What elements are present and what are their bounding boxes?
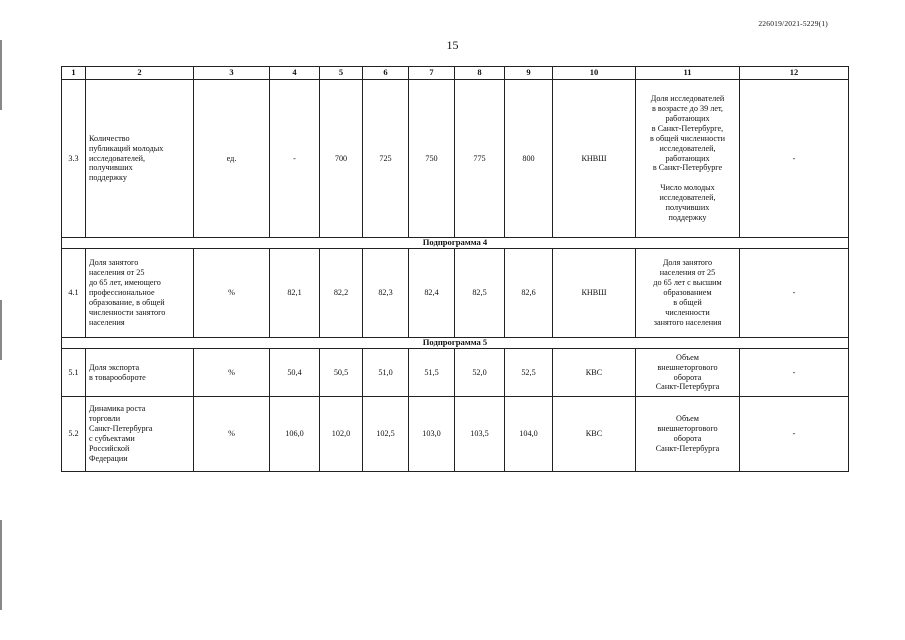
header-cell: 6 — [363, 67, 409, 80]
value-cell: 750 — [409, 80, 455, 238]
value-cell: 106,0 — [270, 397, 320, 472]
value-cell: 82,6 — [505, 249, 553, 338]
unit-cell: % — [194, 349, 270, 397]
value-cell: 103,0 — [409, 397, 455, 472]
unit-cell: % — [194, 249, 270, 338]
header-cell: 2 — [86, 67, 194, 80]
indicator-name: Динамика роста торговли Санкт-Петербурга с субъектами Российской Федерации — [86, 397, 194, 472]
table-body — [62, 67, 849, 472]
indicator-name: Доля экспорта в товарообороте — [86, 349, 194, 397]
table-row — [62, 397, 849, 472]
row-number: 5.1 — [62, 349, 86, 397]
value-cell: 102,0 — [320, 397, 363, 472]
subprogram-title: Подпрограмма 4 — [62, 238, 849, 249]
value-cell: 50,4 — [270, 349, 320, 397]
subprogram-row — [62, 338, 849, 349]
indicator-name: Доля занятого населения от 25 до 65 лет, имеющего профессиональное образование, в общей численности занятого населения — [86, 249, 194, 338]
header-cell: 3 — [194, 67, 270, 80]
value-cell: 51,5 — [409, 349, 455, 397]
responsible-cell: КВС — [553, 397, 636, 472]
value-cell: 700 — [320, 80, 363, 238]
value-cell: 82,4 — [409, 249, 455, 338]
header-cell: 9 — [505, 67, 553, 80]
unit-cell: % — [194, 397, 270, 472]
document-number: 226019/2021-5229(1) — [758, 19, 828, 28]
value-cell: 725 — [363, 80, 409, 238]
indicator-name: Количество публикаций молодых исследователей, получивших поддержку — [86, 80, 194, 238]
responsible-cell: КНВШ — [553, 80, 636, 238]
value-cell: 52,5 — [505, 349, 553, 397]
value-cell: 800 — [505, 80, 553, 238]
related-indicator-cell: Доля занятого населения от 25 до 65 лет с высшим образованием в общей численности занятого населения — [636, 249, 740, 338]
header-cell: 4 — [270, 67, 320, 80]
value-cell: 82,5 — [455, 249, 505, 338]
related-indicator-cell: Объем внешнеторгового оборота Санкт-Петербурга — [636, 349, 740, 397]
note-cell: - — [740, 80, 849, 238]
value-cell: 82,3 — [363, 249, 409, 338]
note-cell: - — [740, 349, 849, 397]
note-cell: - — [740, 249, 849, 338]
value-cell: 52,0 — [455, 349, 505, 397]
value-cell: 50,5 — [320, 349, 363, 397]
header-cell: 8 — [455, 67, 505, 80]
value-cell: 103,5 — [455, 397, 505, 472]
note-cell: - — [740, 397, 849, 472]
unit-cell: ед. — [194, 80, 270, 238]
value-cell: - — [270, 80, 320, 238]
scan-edge-mark — [0, 300, 2, 360]
header-cell: 10 — [553, 67, 636, 80]
table-row — [62, 80, 849, 238]
row-number: 4.1 — [62, 249, 86, 338]
value-cell: 82,2 — [320, 249, 363, 338]
header-cell: 5 — [320, 67, 363, 80]
value-cell: 775 — [455, 80, 505, 238]
scan-edge-mark — [0, 520, 2, 610]
row-number: 3.3 — [62, 80, 86, 238]
table-row — [62, 349, 849, 397]
responsible-cell: КВС — [553, 349, 636, 397]
responsible-cell: КНВШ — [553, 249, 636, 338]
subprogram-title: Подпрограмма 5 — [62, 338, 849, 349]
subprogram-row — [62, 238, 849, 249]
related-indicator-cell: Доля исследователей в возрасте до 39 лет, работающих в Санкт-Петербурге, в общей численности исследователей, работающих в Санкт-Петербурге Число молодых исследователей, получивших поддержку — [636, 80, 740, 238]
value-cell: 102,5 — [363, 397, 409, 472]
header-cell: 7 — [409, 67, 455, 80]
value-cell: 82,1 — [270, 249, 320, 338]
table-header-row — [62, 67, 849, 80]
related-indicator-cell: Объем внешнеторгового оборота Санкт-Петербурга — [636, 397, 740, 472]
header-cell: 11 — [636, 67, 740, 80]
indicators-table — [61, 66, 849, 472]
header-cell: 12 — [740, 67, 849, 80]
table-row — [62, 249, 849, 338]
page-number: 15 — [446, 38, 459, 52]
header-cell: 1 — [62, 67, 86, 80]
value-cell: 104,0 — [505, 397, 553, 472]
row-number: 5.2 — [62, 397, 86, 472]
value-cell: 51,0 — [363, 349, 409, 397]
